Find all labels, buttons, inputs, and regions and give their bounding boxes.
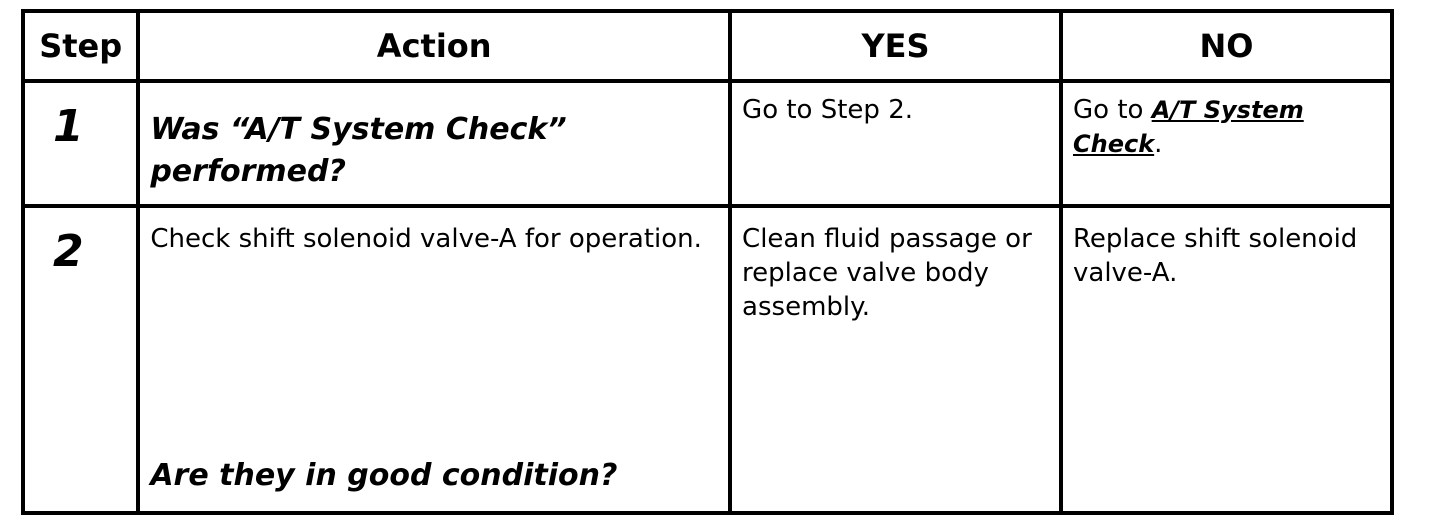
action-cell: [138, 206, 730, 513]
no-prefix: Go to: [1073, 95, 1152, 125]
no-text: Replace shift solenoid valve-A.: [1073, 224, 1358, 289]
action-text: Check shift solenoid valve-A for operation.: [150, 224, 702, 255]
system-check-link[interactable]: A/T System Check: [1073, 96, 1304, 158]
diagnostic-table: [21, 9, 1394, 515]
table-row: [23, 206, 1392, 513]
step-cell: [23, 81, 138, 206]
yes-text: Clean fluid passage or replace valve body assembly.: [742, 224, 1032, 323]
step-cell: [23, 206, 138, 513]
header-action: Action: [138, 11, 730, 81]
no-suffix: .: [1154, 129, 1163, 159]
step-number: 2: [53, 226, 84, 278]
table-row: [23, 81, 1392, 206]
header-yes: YES: [730, 11, 1061, 81]
no-cell: [1061, 81, 1392, 206]
yes-cell: [730, 81, 1061, 206]
action-question: Are they in good condition?: [150, 458, 618, 493]
no-text: [1073, 93, 1380, 161]
yes-text: Go to Step 2.: [742, 95, 914, 125]
step-number: 1: [53, 101, 84, 152]
no-cell: [1061, 206, 1392, 513]
header-no: NO: [1061, 11, 1392, 81]
yes-cell: [730, 206, 1061, 513]
header-row: [23, 11, 1392, 81]
diagnostic-table-frame: [21, 9, 1394, 515]
header-step: Step: [23, 11, 138, 81]
action-cell: [138, 81, 730, 206]
action-question: Was “A/T System Check” performed?: [150, 112, 567, 189]
